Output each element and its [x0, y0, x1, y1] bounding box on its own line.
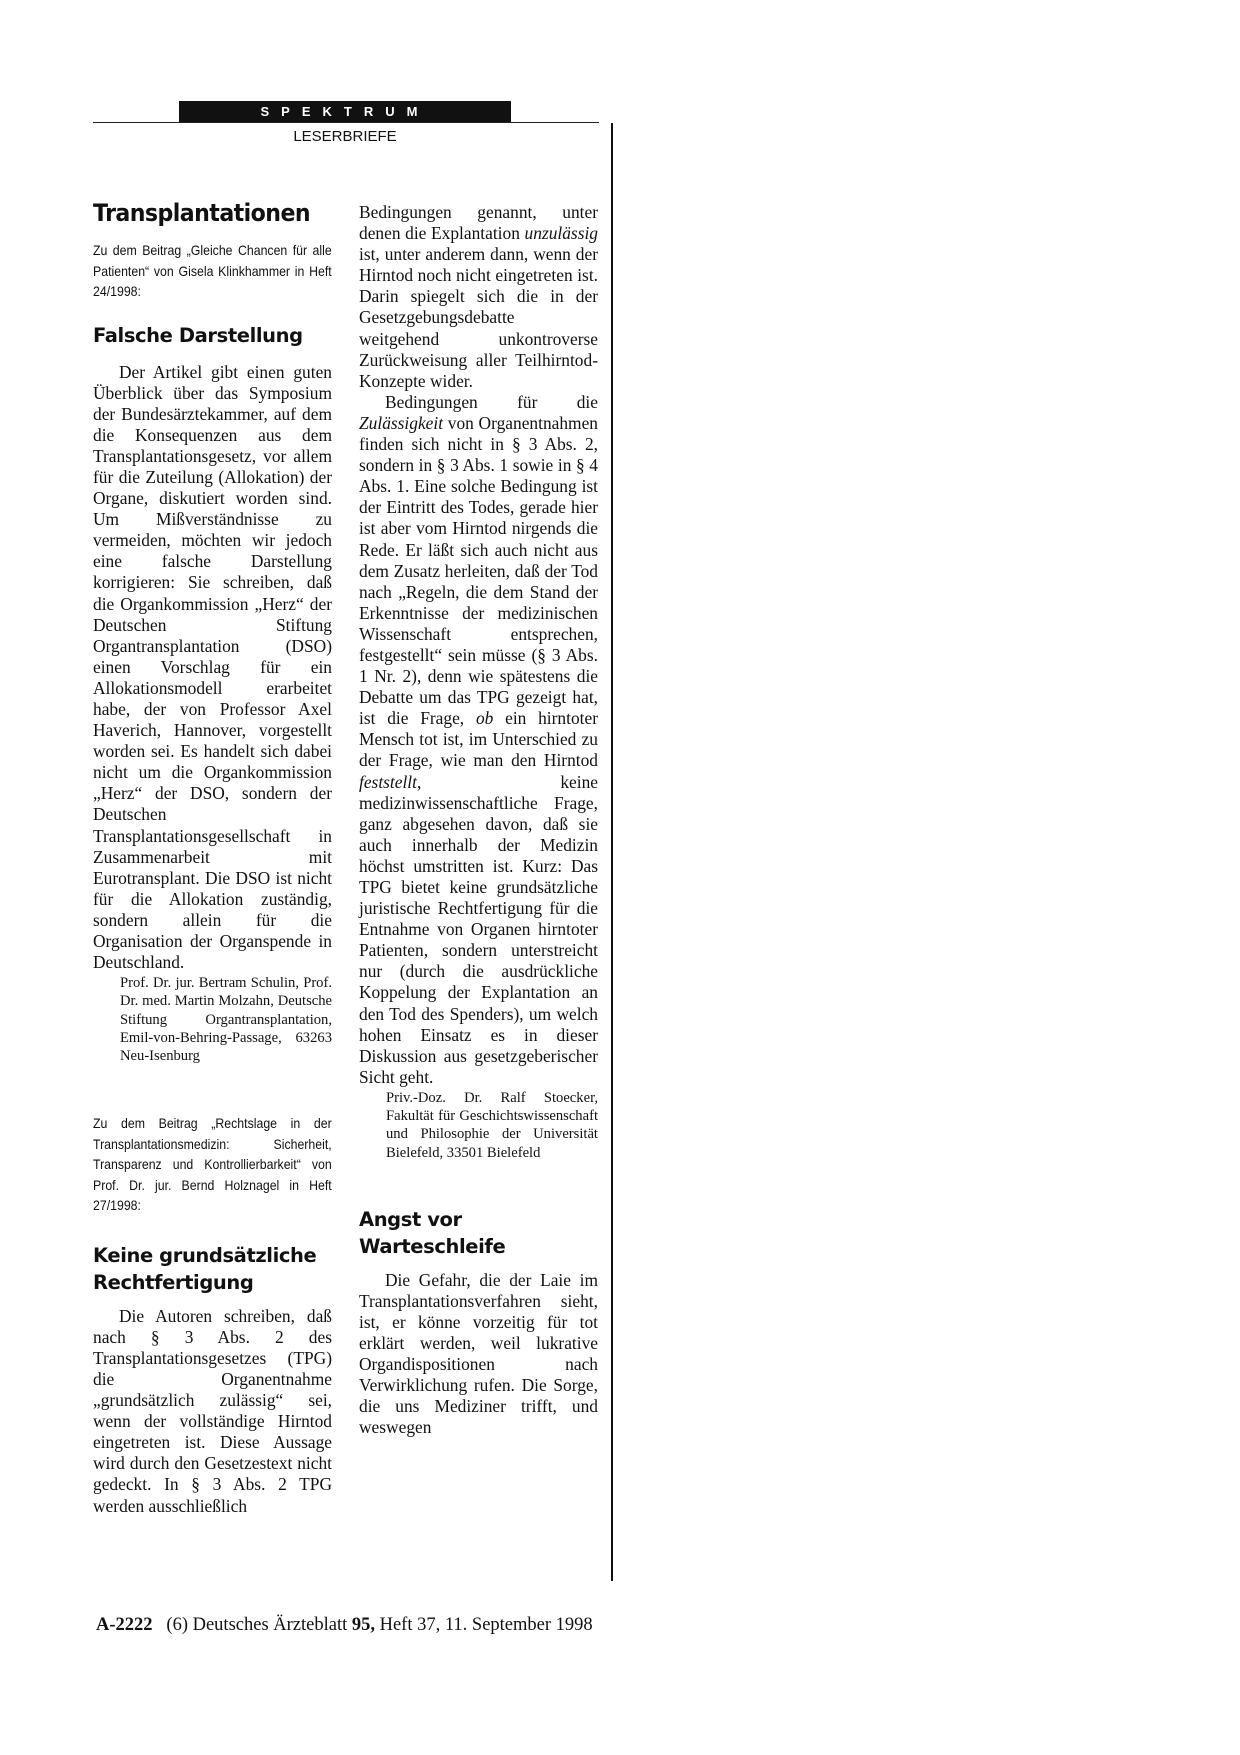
letter1-paragraph: Der Artikel gibt einen guten Überblick über das Symposium der Bundesärztekammer, auf dem die Konsequenzen aus dem Transplantationsgesetz, vor allem für die Zuteilung (Allokation) der Organe, diskutiert worden sind. Um Mißverständnisse zu vermeiden, möchten wir jedoch eine falsche Darstellung korrigieren: Sie schreiben, daß die Organkommission „Herz“ der Deutschen Stiftung Organtransplantation (DSO) einen Vorschlag für ein Allokationsmodell erarbeitet habe, der von Professor Axel Haverich, Hannover, vorgestellt worden sei. Es handelt sich dabei nicht um die Organkommission „Herz“ der DSO, sondern der Deutschen Transplantationsgesellschaft in Zusammenarbeit mit Eurotransplant. Die DSO ist nicht für die Allokation zuständig, sondern allein für die Organisation der Organspende in Deutschland. — [93, 361, 332, 973]
letter2-signature: Priv.-Doz. Dr. Ralf Stoecker, Fakultät für Geschichtswissenschaft und Philosophie der Universität Bielefeld, 33501 Bielefeld — [386, 1089, 598, 1161]
kicker-bar: SPEKTRUM — [179, 101, 511, 122]
journal-name: Deutsches Ärzteblatt — [192, 1615, 348, 1635]
page-code: A-2222 — [96, 1615, 153, 1635]
letter2-heading-line2: Rechtfertigung — [93, 1270, 254, 1294]
header-rule — [93, 122, 599, 123]
letter2-paragraph-2: Bedingungen für die Zulässigkeit von Organentnahmen finden sich nicht in § 3 Abs. 2, sondern in § 3 Abs. 1 sowie in § 4 Abs. 1. Eine solche Bedingung ist der Eintritt des Todes, gerade hier ist aber vom Hirntod nirgends die Rede. Er läßt sich auch nicht aus dem Zusatz herleiten, daß der Tod nach „Regeln, die dem Stand der Erkenntnisse der medizinischen Wissenschaft entsprechen, festgestellt“ sein müsse (§ 3 Abs. 1 Nr. 2), denn wie spätestens die Debatte um das TPG gezeigt hat, ist die Frage, ob ein hirntoter Mensch tot ist, im Unterschied zu der Frage, wie man den Hirntod feststellt, keine medizinwissenschaftliche Frage, ganz abgesehen davon, daß sie auch innerhalb der Medizin höchst umstritten ist. Kurz: Das TPG bietet keine grundsätzliche juristische Rechtfertigung für die Entnahme von Organen hirntoter Patienten, sondern unterstreicht nur (durch die ausdrückliche Koppelung der Explantation an den Tod des Spenders), um welch hohen Einsatz es in dieser Diskussion aus gesetzgeberischer Sicht geht. — [359, 391, 598, 1087]
letter1-heading: Falsche Darstellung — [93, 323, 303, 347]
letter2-body-left — [93, 1306, 332, 1517]
right-column — [359, 202, 598, 1439]
letter3-heading-line1: Angst vor — [359, 1207, 462, 1231]
column-rule — [611, 123, 613, 1581]
letter3-heading-line2: Warteschleife — [359, 1234, 506, 1258]
letter3-paragraph: Die Gefahr, die der Laie im Transplantationsverfahren sieht, ist, er könne vorzeitig für tot erklärt werden, weil lukrative Organdispositionen nach Verwirklichung rufen. Die Sorge, die uns Mediziner trifft, und weswegen — [359, 1269, 598, 1438]
left-column — [93, 198, 332, 1517]
letter3-body — [359, 1270, 598, 1439]
letter2-paragraph-1: Die Autoren schreiben, daß nach § 3 Abs. 2 des Transplantationsgesetzes (TPG) die Organentnahme „grundsätzlich zulässig“ sei, wenn der vollständige Hirntod eingetreten ist. Diese Aussage wird durch den Gesetzestext nicht gedeckt. In § 3 Abs. 2 TPG werden ausschließlich — [93, 1305, 332, 1516]
intro-reference-1: Zu dem Beitrag „Gleiche Chancen für alle Patienten“ von Gisela Klinkhammer in Heft 24/1998: — [93, 242, 332, 299]
letter1-signature: Prof. Dr. jur. Bertram Schulin, Prof. Dr. med. Martin Molzahn, Deutsche Stiftung Organtransplantation, Emil-von-Behring-Passage, 63263 Neu-Isenburg — [120, 975, 332, 1065]
journal-volume: 95, — [351, 1615, 375, 1635]
section-label: LESERBRIEFE — [293, 128, 397, 145]
issue-date: Heft 37, 11. September 1998 — [379, 1615, 593, 1635]
article-title: Transplantationen — [93, 199, 311, 227]
page-number: (6) — [166, 1615, 188, 1635]
page-footer — [96, 1613, 593, 1637]
intro-reference-2: Zu dem Beitrag „Rechtslage in der Transplantationsmedizin: Sicherheit, Transparenz und Kontrollierbarkeit“ von Prof. Dr. jur. Bernd Holznagel in Heft 27/1998: — [93, 1115, 332, 1214]
letter2-body-right — [359, 202, 598, 1088]
letter2-paragraph-1-continued: Bedingungen genannt, unter denen die Explantation unzulässig ist, unter anderem dann, wenn der Hirntod noch nicht eingetreten ist. Darin spiegelt sich die in der Gesetzgebungsdebatte weitgehend unkontroverse Zurückweisung aller Teilhirntod-Konzepte wider. — [359, 202, 598, 391]
letter1-body — [93, 362, 332, 974]
letter2-heading-line1: Keine grundsätzliche — [93, 1243, 317, 1267]
